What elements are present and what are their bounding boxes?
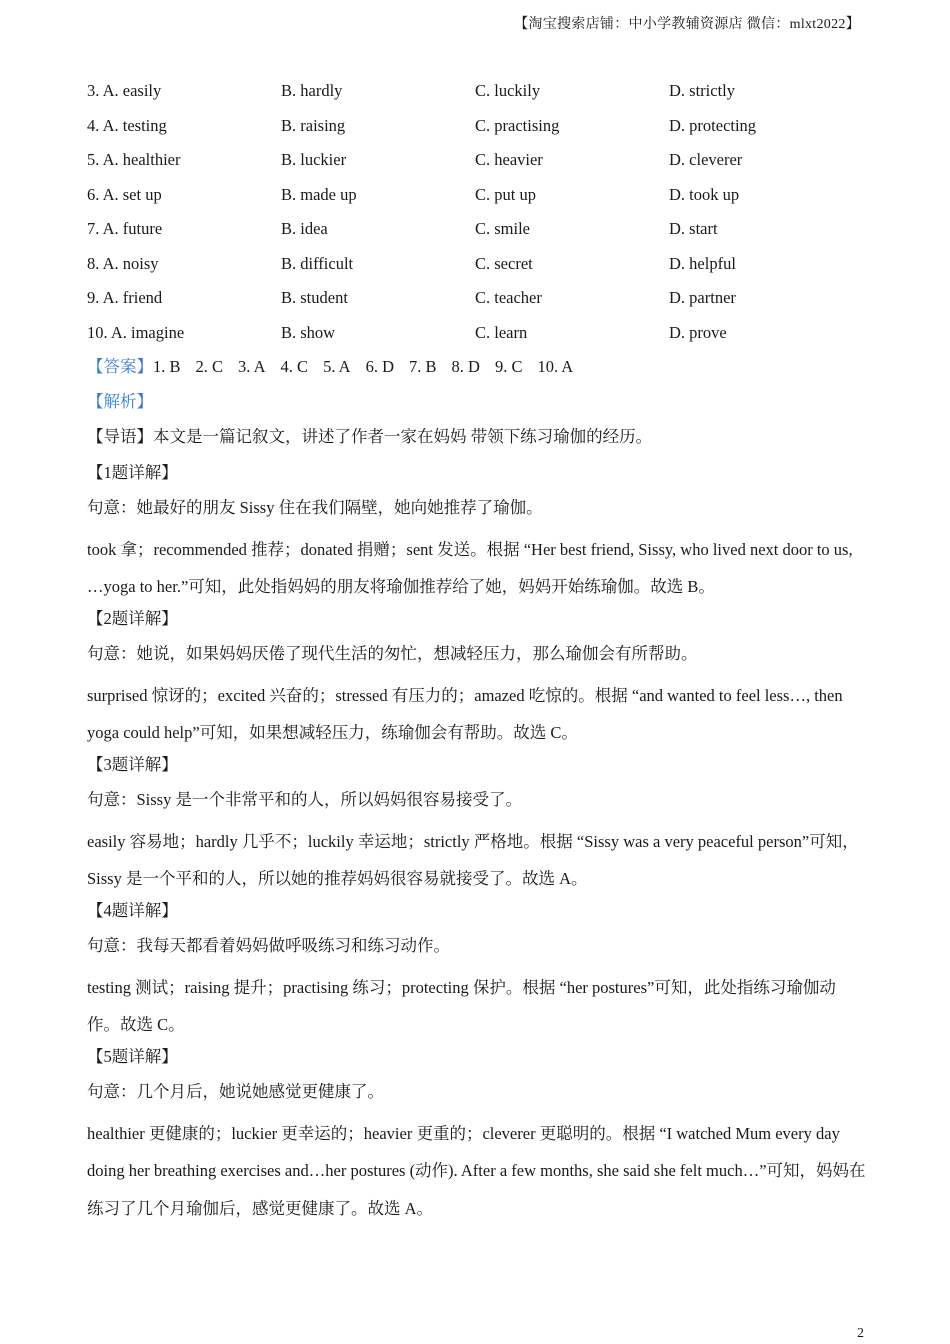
option-c: C. learn: [475, 322, 528, 342]
option-c: C. smile: [475, 219, 531, 238]
option-d: D. strictly: [669, 81, 735, 100]
section-4: [87, 898, 867, 1044]
option-b: B. luckier: [281, 150, 347, 169]
option-a: 9. A. friend: [87, 288, 163, 307]
option-c: C. put up: [475, 184, 536, 204]
intro-text: 【导语】本文是一篇记叙文，讲述了作者一家在妈妈 带领下练习瑜伽的经历。: [87, 427, 653, 446]
option-b: B. hardly: [281, 81, 343, 100]
option-b: B. student: [281, 288, 348, 307]
option-row: [87, 285, 867, 320]
options-list: [87, 78, 867, 354]
explanation: took 拿；recommended 推荐；donated 捐赠；sent 发送。根据 “Her best friend, Sissy, who lived next door to us, …yoga to her.”可知，此处指妈妈的朋友将瑜伽推荐给了她，妈妈开始练瑜伽。故选 B。: [87, 539, 853, 596]
option-row: [87, 251, 867, 286]
section-2: [87, 606, 867, 752]
answer-line: [87, 354, 867, 389]
section-1: [87, 460, 867, 606]
option-b: B. made up: [281, 184, 357, 204]
explanation: easily 容易地；hardly 几乎不；luckily 幸运地；strictly 严格地。根据 “Sissy was a very peaceful person”可知，Sissy 是一个平和的人，所以她的推荐妈妈很容易就接受了。故选 A。: [87, 831, 859, 888]
option-c: C. heavier: [475, 150, 543, 169]
answer-item: 3. A: [238, 357, 266, 376]
option-b: B. raising: [281, 115, 346, 135]
sentence-meaning: 句意：她最好的朋友 Sissy 住在我们隔壁，她向她推荐了瑜伽。: [87, 498, 543, 517]
option-a: 7. A. future: [87, 219, 163, 238]
option-a: 10. A. imagine: [87, 322, 185, 342]
analysis-label: 【解析】: [87, 391, 153, 411]
answer-item: 7. B: [409, 357, 437, 376]
answer-item: 10. A: [537, 357, 574, 376]
option-a: 6. A. set up: [87, 184, 162, 204]
option-row: [87, 182, 867, 217]
answer-item: 6. D: [365, 357, 394, 376]
answer-item: 2. C: [195, 357, 224, 376]
answer-item: 4. C: [280, 357, 309, 376]
sentence-meaning: 句意：几个月后，她说她感觉更健康了。: [87, 1082, 384, 1101]
option-row: [87, 320, 867, 355]
option-row: [87, 147, 867, 182]
explanation: surprised 惊讶的；excited 兴奋的；stressed 有压力的；amazed 吃惊的。根据 “and wanted to feel less…, then yoga could help”可知，如果想减轻压力，练瑜伽会有帮助。故选 C。: [87, 685, 843, 742]
sentence-meaning: 句意：我每天都看着妈妈做呼吸练习和练习动作。: [87, 936, 450, 955]
option-b: B. idea: [281, 219, 328, 238]
option-d: D. partner: [669, 288, 736, 307]
option-b: B. show: [281, 322, 336, 342]
option-c: C. secret: [475, 253, 533, 273]
option-d: D. protecting: [669, 115, 757, 135]
option-a: 3. A. easily: [87, 81, 162, 100]
option-row: [87, 216, 867, 251]
explanation: testing 测试；raising 提升；practising 练习；protecting 保护。根据 “her postures”可知，此处指练习瑜伽动作。故选 C。: [87, 977, 836, 1034]
option-row: [87, 113, 867, 148]
sentence-meaning: 句意：Sissy 是一个非常平和的人，所以妈妈很容易接受了。: [87, 790, 522, 809]
explanation: healthier 更健康的；luckier 更幸运的；heavier 更重的；cleverer 更聪明的。根据 “I watched Mum every day doing her breathing exercises and…her postures (动作). After a few months, she said she felt much…”可知，妈妈在练习了几个月瑜伽后，感觉更健康了。故选 A。: [87, 1123, 866, 1218]
section-title: 【2题详解】: [87, 608, 178, 628]
section-title: 【5题详解】: [87, 1046, 178, 1066]
section-3: [87, 752, 867, 898]
option-d: D. prove: [669, 322, 727, 342]
option-row: [87, 78, 867, 113]
answer-label: 【答案】: [87, 357, 153, 376]
option-a: 4. A. testing: [87, 115, 167, 135]
option-c: C. teacher: [475, 288, 542, 307]
option-b: B. difficult: [281, 253, 354, 273]
answer-item: 5. A: [323, 357, 351, 376]
option-d: D. cleverer: [669, 150, 743, 169]
answer-item: 8. D: [451, 357, 480, 376]
section-5: [87, 1044, 867, 1228]
section-title: 【1题详解】: [87, 462, 178, 482]
section-title: 【3题详解】: [87, 754, 178, 774]
document-body: [87, 78, 867, 1227]
option-d: D. took up: [669, 184, 740, 204]
page-number: 2: [857, 1326, 864, 1341]
option-c: C. practising: [475, 115, 560, 135]
section-title: 【4题详解】: [87, 900, 178, 920]
sentence-meaning: 句意：她说，如果妈妈厌倦了现代生活的匆忙，想减轻压力，那么瑜伽会有所帮助。: [87, 644, 698, 663]
option-d: D. helpful: [669, 253, 736, 273]
answer-item: 1. B: [153, 357, 181, 376]
option-d: D. start: [669, 219, 718, 238]
option-a: 8. A. noisy: [87, 253, 159, 273]
option-a: 5. A. healthier: [87, 150, 181, 169]
page-header: 【淘宝搜索店铺：中小学教辅资源店 微信：mlxt2022】: [514, 17, 860, 32]
option-c: C. luckily: [475, 81, 541, 100]
answer-item: 9. C: [494, 357, 523, 376]
